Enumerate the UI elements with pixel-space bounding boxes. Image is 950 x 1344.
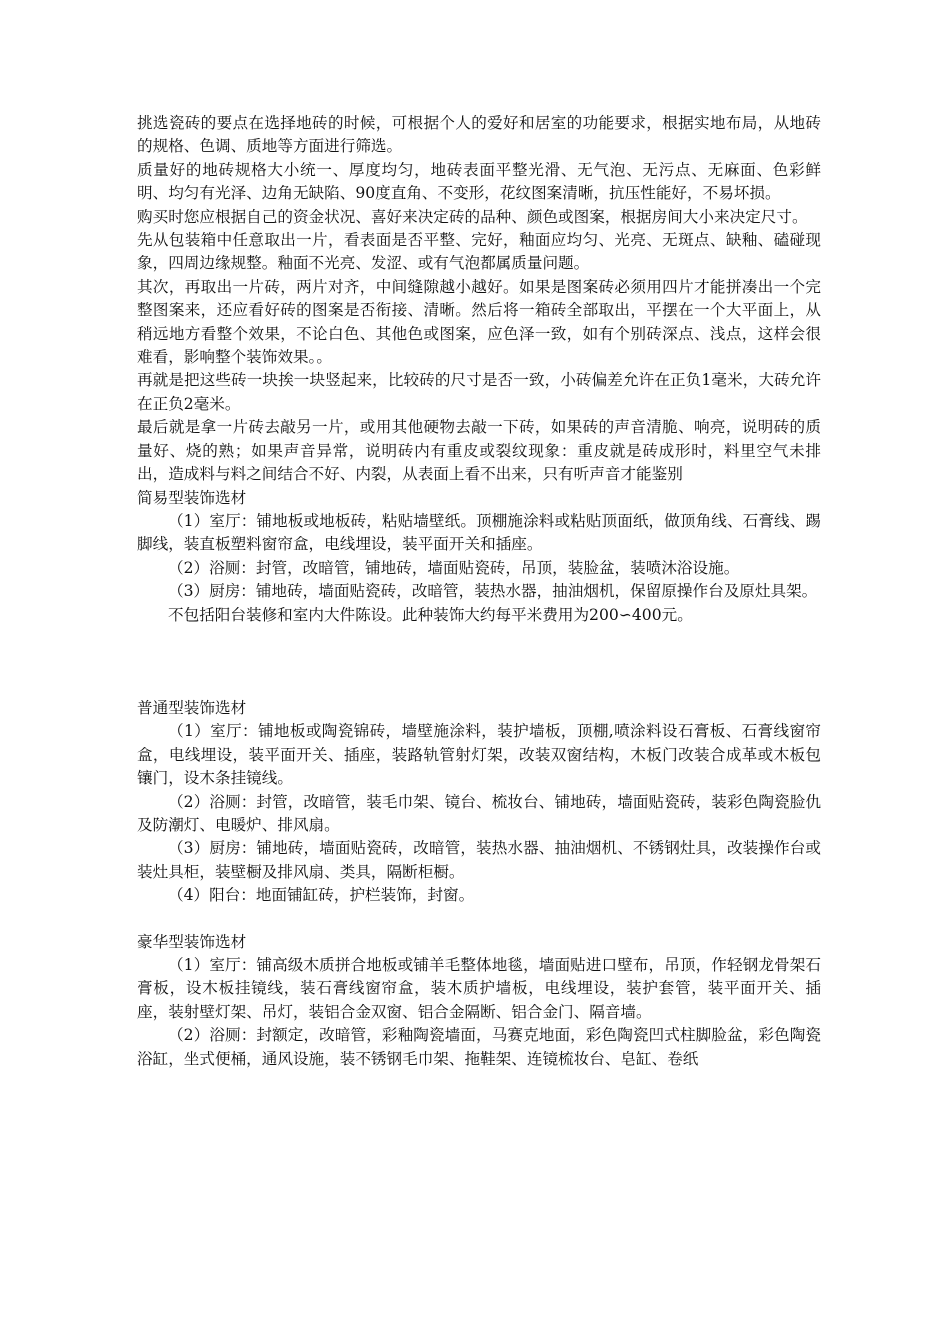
standard-item-bathroom: （2）浴厕：封管，改暗管，装毛巾架、镜台、梳妆台、铺地砖，墙面贴瓷砖，装彩色陶瓷脸仇及防潮灯、电暖炉、排风扇。	[137, 792, 821, 834]
simple-item-kitchen: （3）厨房：铺地砖，墙面贴瓷砖，改暗管，装热水器，抽油烟机，保留原操作台及原灶具架。	[168, 582, 818, 601]
intro-paragraph-6: 再就是把这些砖一块挨一块竖起来，比较砖的尺寸是否一致，小砖偏差允许在正负1毫米，大砖允许在正负2毫米。	[137, 371, 821, 413]
document-page	[137, 112, 821, 1071]
intro-paragraph-3: 购买时您应根据自己的资金状况、喜好来决定砖的品种、颜色或图案，根据房间大小来决定尺寸。	[137, 207, 808, 226]
simple-item-living-room: （1）室厅：铺地板或地板砖，粘贴墙壁纸。顶棚施涂料或粘贴顶面纸，做顶角线、石膏线、踢脚线，装直板塑料窗帘盒，电线埋设，装平面开关和插座。	[137, 511, 821, 554]
luxury-item-living-room: （1）室厅：铺高级木质拼合地板或铺羊毛整体地毯，墙面贴进口壁布，吊顶，作轻钢龙骨架石膏板，设木板挂镜线，装石膏线窗帘盒，装木质护墙板，电线埋设，装护套管，装平面开关、插座，装射壁灯架、吊灯，装铝合金双窗、铝合金隔断、铝合金门、隔音墙。	[137, 956, 821, 1021]
standard-section-title: 普通型装饰选材	[137, 698, 247, 717]
section-spacer	[137, 627, 821, 697]
intro-paragraph-4: 先从包装箱中任意取出一片，看表面是否平整、完好，釉面应均匀、光亮、无斑点、缺釉、磕碰现象，四周边缘规整。釉面不光亮、发涩、或有气泡都属质量问题。	[137, 231, 821, 273]
intro-paragraph-5: 其次，再取出一片砖，两片对齐，中间缝隙越小越好。如果是图案砖必须用四片才能拼凑出一个完整图案来，还应看好砖的图案是否衔接、清晰。然后将一箱砖全部取出，平摆在一个大平面上，从稍远地方看整个效果，不论白色、其他色或图案，应色泽一致，如有个别砖深点、浅点，这样会很难看，影响整个装饰效果。。	[137, 277, 821, 367]
intro-paragraph-1: 挑选瓷砖的要点在选择地砖的时候，可根据个人的爱好和居室的功能要求，根据实地布局，从地砖的规格、色调、质地等方面进行筛选。	[137, 114, 821, 156]
simple-item-note: 不包括阳台装修和室内大件陈设。此种装饰大约每平米费用为200∽400元。	[168, 605, 693, 624]
luxury-section-title: 豪华型装饰选材	[137, 932, 247, 951]
standard-item-balcony: （4）阳台：地面铺缸砖，护栏装饰，封窗。	[168, 886, 475, 905]
luxury-item-bathroom: （2）浴厕：封额定，改暗管，彩釉陶瓷墙面，马赛克地面，彩色陶瓷凹式柱脚脸盆，彩色陶瓷浴缸，坐式便桶，通风设施，装不锈钢毛巾架、拖鞋架、连镜梳妆台、皂缸、卷纸	[137, 1026, 821, 1068]
standard-item-kitchen: （3）厨房：铺地砖，墙面贴瓷砖，改暗管，装热水器、抽油烟机、不锈钢灶具，改装操作台或装灶具柜，装壁橱及排风扇、类具，隔断柜橱。	[137, 839, 821, 881]
intro-paragraph-2: 质量好的地砖规格大小统一、厚度均匀，地砖表面平整光滑、无气泡、无污点、无麻面、色彩鲜明、均匀有光泽、边角无缺陷、90度直角、不变形，花纹图案清晰，抗压性能好，不易坏损。	[137, 160, 821, 203]
simple-item-bathroom: （2）浴厕：封管，改暗管，铺地砖，墙面贴瓷砖，吊顶，装脸盆，装喷沐浴设施。	[168, 558, 740, 577]
section-spacer	[137, 908, 821, 931]
standard-item-living-room: （1）室厅：铺地板或陶瓷锦砖，墙壁施涂料，装护墙板，顶棚,喷涂料设石膏板、石膏线窗帘盒，电线埋设，装平面开关、插座，装路轨管射灯架，改装双窗结构，木板门改装合成革或木板包镶门，设木条挂镜线。	[137, 722, 821, 788]
intro-paragraph-7: 最后就是拿一片砖去敲另一片，或用其他硬物去敲一下砖，如果砖的声音清脆、响亮，说明砖的质量好、烧的熟；如果声音异常，说明砖内有重皮或裂纹现象：重皮就是砖成形时，料里空气未排出，造成料与料之间结合不好、内裂，从表面上看不出来，只有听声音才能鉴别	[137, 418, 821, 484]
simple-section-title: 简易型装饰选材	[137, 488, 247, 507]
